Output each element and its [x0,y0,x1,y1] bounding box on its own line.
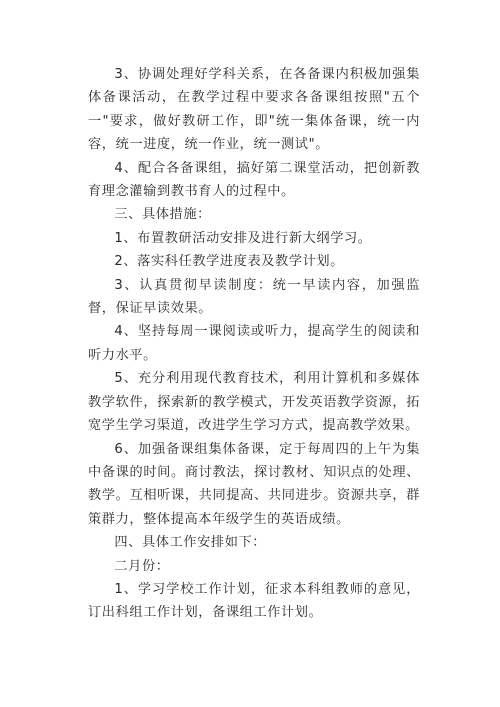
paragraph-measure-3: 3、认真贯彻早读制度：统一早读内容，加强监督，保证早读效果。 [88,277,420,317]
paragraph-measure-6: 6、加强备课组集体备课，定于每周四的上午为集中备课的时间。商讨教法，探讨教材、知识点的处理、教学。互相听课，共同提高、共同进步。资源共享，群策群力，整体提高本年级学生的英语成绩。 [88,441,420,527]
section-heading-schedule: 四、具体工作安排如下： [114,535,267,551]
document-body [88,63,420,625]
paragraph-coordinate-subjects: 3、协调处理好学科关系，在各备课内积极加强集体备课活动，在教学过程中要求各备课组按照"五个一"要求，做好教研工作，即"统一集体备课，统一内容，统一进度，统一作业，统一测试"。 [88,67,420,153]
month-heading-february: 二月份： [114,558,170,574]
paragraph-measure-4: 4、坚持每周一课阅读或听力，提高学生的阅读和听力水平。 [88,324,420,363]
paragraph-february-item-1: 1、学习学校工作计划，征求本科组教师的意见，订出科组工作计划，备课组工作计划。 [88,581,420,621]
paragraph-measure-2: 2、落实科任教学进度表及教学计划。 [114,254,344,270]
section-heading-measures: 三、具体措施： [114,207,211,223]
paragraph-measure-5: 5、充分利用现代教育技术，利用计算机和多媒体教学软件，探索新的教学模式，开发英语教学资源，拓宽学生学习渠道，改进学生学习方式，提高教学效果。 [88,371,420,434]
paragraph-measure-1: 1、布置教研活动安排及进行新大纲学习。 [114,230,372,246]
paragraph-second-classroom: 4、配合各备课组，搞好第二课堂活动，把创新教育理念灌输到教书育人的过程中。 [88,160,420,200]
